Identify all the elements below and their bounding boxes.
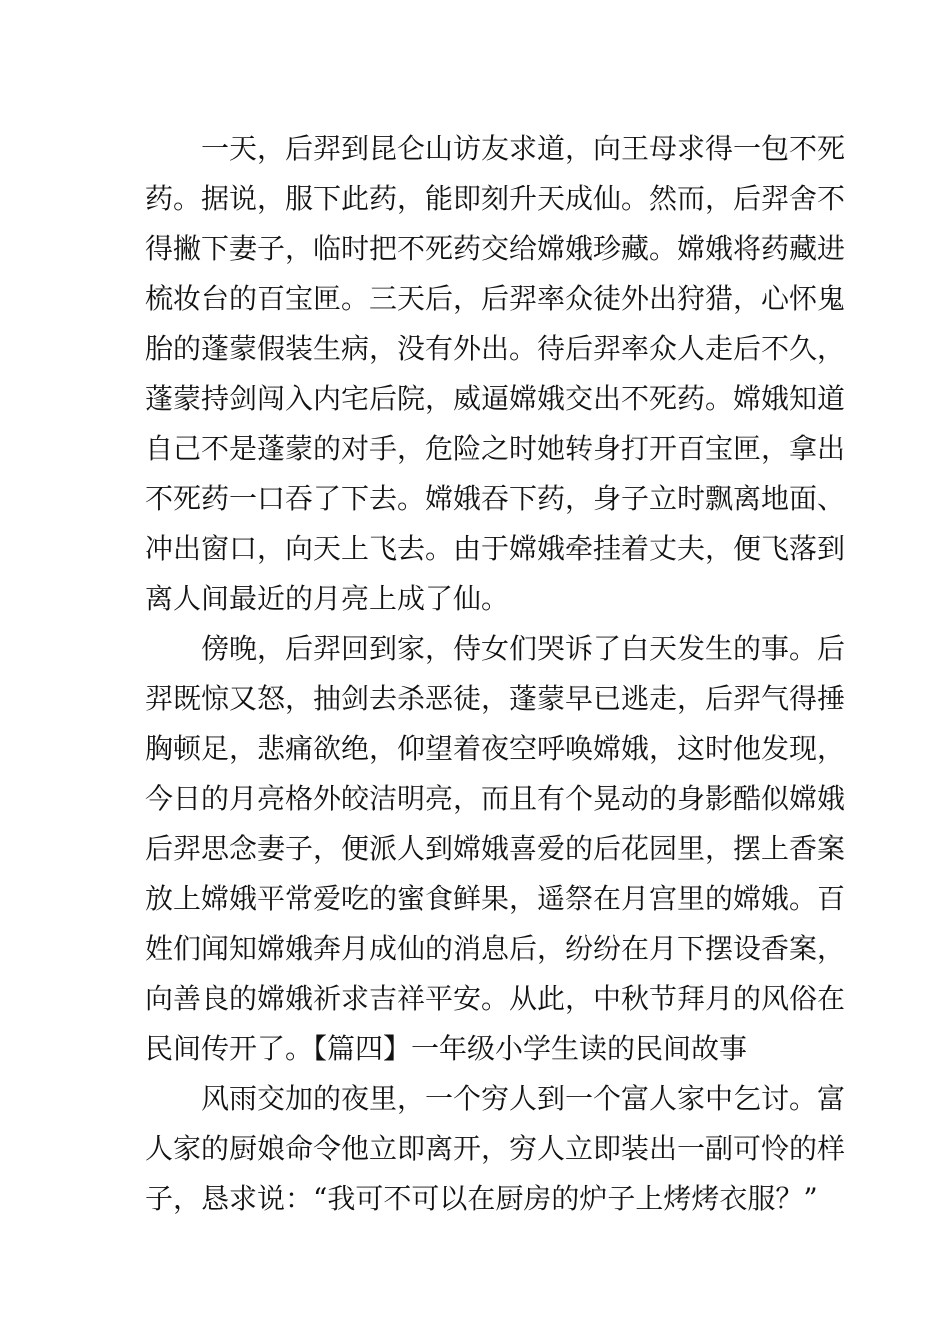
text-line: 风雨交加的夜里，一个穷人到一个富人家中乞讨。富 [201,1082,846,1115]
text-line: 不死药一口吞了下去。嫦娥吞下药，身子立时飘离地面、 [145,482,846,515]
text-line: 离人间最近的月亮上成了仙。 [145,582,510,615]
text-line: 人家的厨娘命令他立即离开，穷人立即装出一副可怜的样 [145,1132,846,1165]
text-line: 药。据说，服下此药，能即刻升天成仙。然而，后羿舍不 [145,182,846,215]
text-line: 蓬蒙持剑闯入内宅后院，威逼嫦娥交出不死药。嫦娥知道 [145,382,846,415]
text-line: 今日的月亮格外皎洁明亮，而且有个晃动的身影酷似嫦娥 [145,782,846,815]
text-line: 一天，后羿到昆仑山访友求道，向王母求得一包不死 [201,132,846,165]
text-line: 得撇下妻子，临时把不死药交给嫦娥珍藏。嫦娥将药藏进 [145,232,846,265]
text-line: 民间传开了。【篇四】一年级小学生读的民间故事 [145,1032,748,1065]
text-line: 后羿思念妻子，便派人到嫦娥喜爱的后花园里，摆上香案 [145,832,846,865]
text-line: 胸顿足，悲痛欲绝，仰望着夜空呼唤嫦娥，这时他发现， [145,732,846,765]
text-line: 羿既惊又怒，抽剑去杀恶徒，蓬蒙早已逃走，后羿气得捶 [145,682,846,715]
text-line: 冲出窗口，向天上飞去。由于嫦娥牵挂着丈夫，便飞落到 [145,532,846,565]
text-line: 傍晚，后羿回到家，侍女们哭诉了白天发生的事。后 [201,632,846,665]
text-line: 梳妆台的百宝匣。三天后，后羿率众徒外出狩猎，心怀鬼 [145,282,846,315]
text-line: 向善良的嫦娥祈求吉祥平安。从此，中秋节拜月的风俗在 [145,982,846,1015]
text-line: 子，恳求说：“我可不可以在厨房的炉子上烤烤衣服？” [145,1182,818,1215]
text-line: 放上嫦娥平常爱吃的蜜食鲜果，遥祭在月宫里的嫦娥。百 [145,882,846,915]
text-line: 姓们闻知嫦娥奔月成仙的消息后，纷纷在月下摆设香案， [145,932,846,965]
text-line: 自己不是蓬蒙的对手，危险之时她转身打开百宝匣，拿出 [145,432,846,465]
story-text [145,124,846,1224]
text-line: 胎的蓬蒙假装生病，没有外出。待后羿率众人走后不久， [145,332,846,365]
